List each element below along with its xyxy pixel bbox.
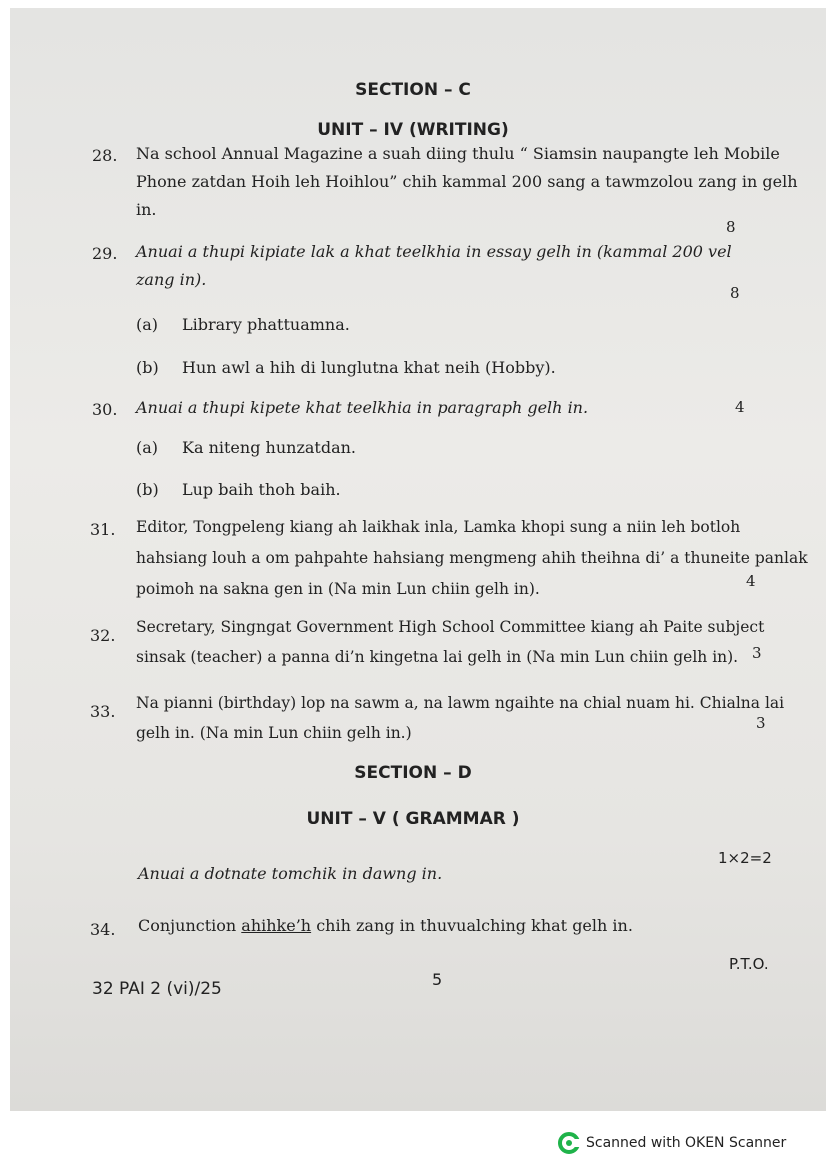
q32-line2: sinsak (teacher) a panna di’n kingetna lai gelh in (Na min Lun chiin gelh in). [136,648,739,666]
q32-marks: 3 [752,644,762,662]
scanner-text: Scanned with OKEN Scanner [586,1135,787,1151]
unit-v-heading: UNIT – V ( GRAMMAR ) [306,809,520,829]
q29-marks: 8 [730,284,740,302]
q31-number: 31. [90,520,116,539]
q28-line1: Na school Annual Magazine a suah diing thulu “ Siamsin naupangte leh Mobile [136,144,780,163]
q29-number: 29. [92,244,118,263]
q30-b-text: Lup baih thoh baih. [182,480,341,499]
q29-option-b [136,358,556,377]
q33-number: 33. [90,702,116,721]
q28-number: 28. [92,146,118,165]
q29-a-text: Library phattuamna. [182,315,350,334]
q31-line1: Editor, Tongpeleng kiang ah laikhak inla, Lamka khopi sung a niin leh botloh [136,518,741,536]
unit-iv-heading: UNIT – IV (WRITING) [317,120,509,140]
q30-b-label: (b) [136,480,159,499]
q32-number: 32. [90,626,116,645]
grammar-marks: 1×2=2 [718,849,772,867]
q28-marks: 8 [726,218,736,236]
q30-option-a [136,438,356,457]
q28-text [136,140,798,224]
q28-line3: in. [136,200,157,219]
q30-number: 30. [92,400,118,419]
q32-text [136,612,764,672]
q29-line1: Anuai a thupi kipiate lak a khat teelkhia in essay gelh in (kammal 200 vel [136,242,732,261]
q32-line1: Secretary, Singngat Government High School Committee kiang ah Paite subject [136,618,765,636]
q29-option-a [136,315,350,334]
q31-line2: hahsiang louh a om pahpahte hahsiang mengmeng ahih theihna di’ a thuneite panlak [136,549,808,567]
q30-a-text: Ka niteng hunzatdan. [182,438,357,457]
q29-b-text: Hun awl a hih di lunglutna khat neih (Hobby). [182,358,556,377]
q28-line2: Phone zatdan Hoih leh Hoihlou” chih kammal 200 sang a tawmzolou zang in gelh [136,172,798,191]
pto-label: P.T.O. [729,955,769,973]
q33-line2: gelh in. (Na min Lun chiin gelh in.) [136,724,412,742]
q30-option-b [136,480,341,499]
q33-text [136,688,784,748]
scanner-watermark [558,1132,786,1154]
page-number: 5 [432,970,443,989]
q29-text [136,238,732,294]
q29-a-label: (a) [136,315,159,334]
q34-text [138,912,633,940]
q31-text [136,512,808,605]
q30-marks: 4 [735,398,745,416]
q34-underlined: ahihke’h [241,916,312,935]
paper-code: 32 PAI 2 (vi)/25 [92,979,222,999]
q33-line1: Na pianni (birthday) lop na sawm a, na lawm ngaihte na chial nuam hi. Chialna lai [136,694,785,712]
grammar-instruction: Anuai a dotnate tomchik in dawng in. [138,864,443,883]
section-c-heading: SECTION – C [355,80,471,100]
q31-marks: 4 [746,572,756,590]
q33-marks: 3 [756,714,766,732]
oken-logo-icon [558,1132,580,1154]
q34-number: 34. [90,920,116,939]
q29-b-label: (b) [136,358,159,377]
q30-line1: Anuai a thupi kipete khat teelkhia in paragraph gelh in. [136,398,589,417]
q34-post: chih zang in thuvualching khat gelh in. [311,916,633,935]
q30-a-label: (a) [136,438,159,457]
section-d-heading: SECTION – D [354,763,472,783]
q34-pre: Conjunction [138,916,242,935]
q31-line3: poimoh na sakna gen in (Na min Lun chiin gelh in). [136,580,540,598]
q29-line2: zang in). [136,270,207,289]
